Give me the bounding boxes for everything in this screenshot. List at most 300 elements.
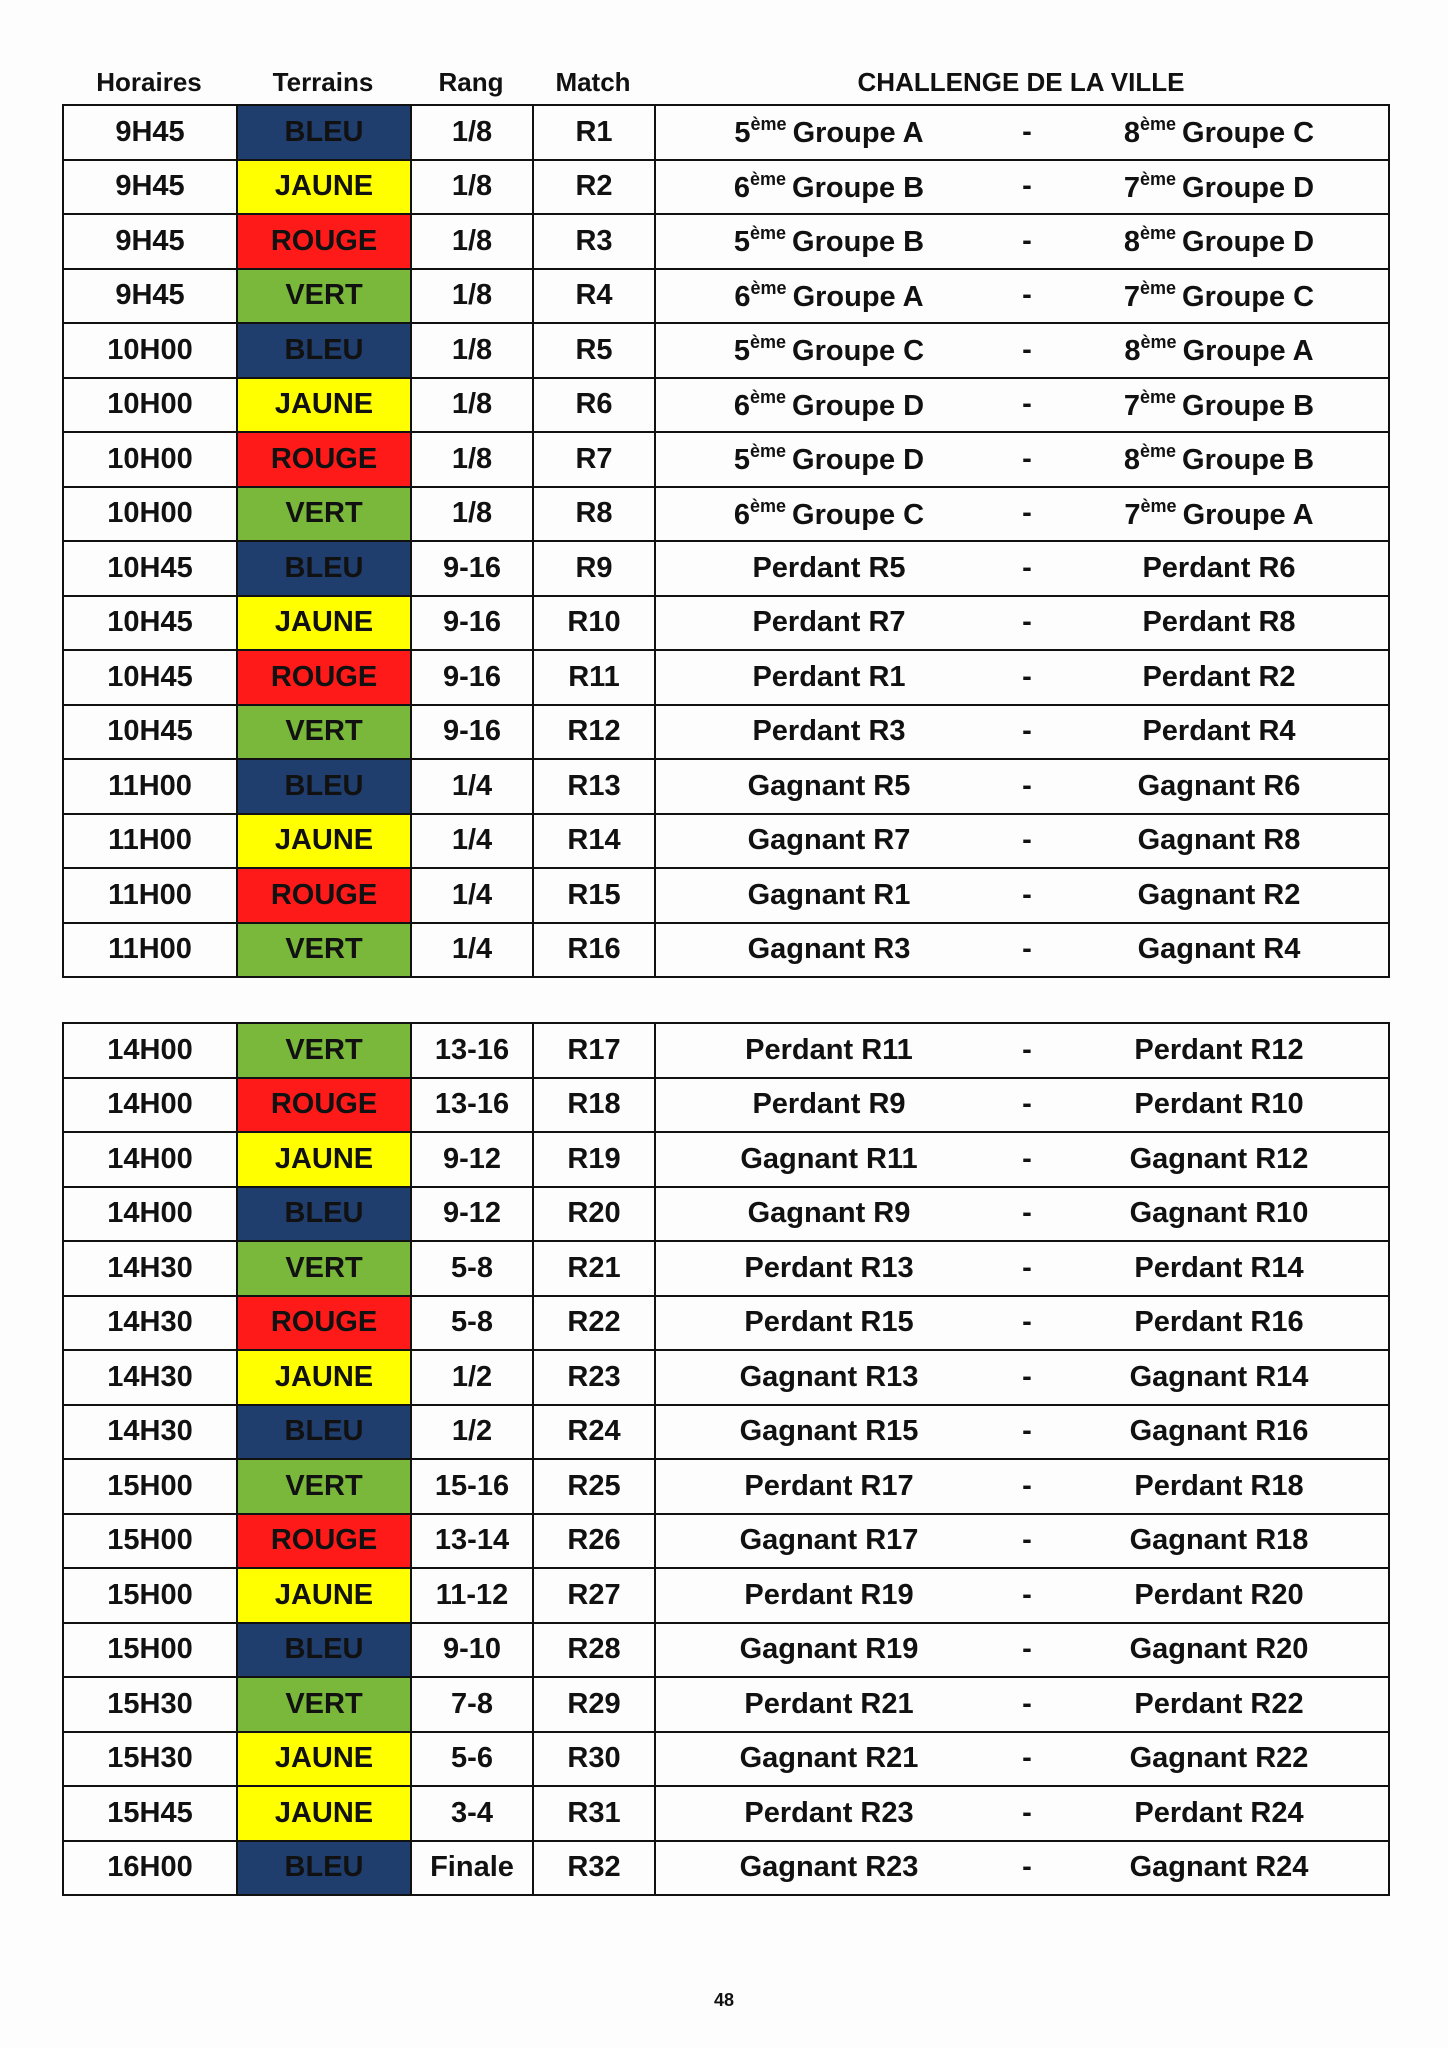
time-cell: 14H00 bbox=[63, 1023, 237, 1078]
terrain-cell: JAUNE bbox=[237, 596, 411, 651]
matchup-cell bbox=[655, 1132, 1389, 1187]
versus-separator: - bbox=[1022, 497, 1032, 530]
match-id-cell: R19 bbox=[533, 1132, 655, 1187]
team-right bbox=[1052, 1415, 1386, 1448]
rang-cell: 1/4 bbox=[411, 923, 533, 978]
match-id-cell: R26 bbox=[533, 1514, 655, 1569]
table-row bbox=[63, 1132, 1389, 1187]
team-label: Gagnant R5 bbox=[747, 769, 911, 802]
team-label: Gagnant R22 bbox=[1129, 1742, 1309, 1775]
team-label: Perdant R19 bbox=[744, 1578, 914, 1611]
team-left bbox=[656, 1524, 1002, 1557]
team-right bbox=[1052, 879, 1386, 912]
team-right bbox=[1052, 496, 1386, 532]
match-id-cell: R9 bbox=[533, 541, 655, 596]
matchup-cell bbox=[655, 1841, 1389, 1896]
matchup-cell bbox=[655, 1241, 1389, 1296]
table-row bbox=[63, 1350, 1389, 1405]
time-cell: 10H45 bbox=[63, 541, 237, 596]
versus-separator: - bbox=[1022, 1633, 1032, 1666]
matchup-cell bbox=[655, 432, 1389, 487]
team-label: Groupe A bbox=[1182, 498, 1314, 531]
team-label: Gagnant R2 bbox=[1137, 878, 1301, 911]
time-cell: 15H00 bbox=[63, 1459, 237, 1514]
terrain-cell: VERT bbox=[237, 487, 411, 542]
match-id-cell: R32 bbox=[533, 1841, 655, 1896]
terrain-cell: VERT bbox=[237, 1023, 411, 1078]
team-right bbox=[1052, 387, 1386, 423]
team-label: Perdant R5 bbox=[752, 551, 906, 584]
table-row bbox=[63, 1568, 1389, 1623]
team-left bbox=[656, 114, 1002, 150]
match-id-cell: R7 bbox=[533, 432, 655, 487]
rank-suffix: ème bbox=[1139, 114, 1177, 135]
rank-number: 7 bbox=[1123, 280, 1140, 313]
time-cell: 10H00 bbox=[63, 432, 237, 487]
team-label: Groupe B bbox=[792, 171, 925, 204]
rank-number: 7 bbox=[1123, 389, 1140, 422]
versus-separator: - bbox=[1022, 1415, 1032, 1448]
team-right bbox=[1052, 1524, 1386, 1557]
team-left bbox=[656, 933, 1002, 966]
matchup-cell bbox=[655, 1568, 1389, 1623]
match-id-cell: R23 bbox=[533, 1350, 655, 1405]
team-label: Perdant R12 bbox=[1134, 1033, 1304, 1066]
table-row bbox=[63, 1732, 1389, 1787]
table-row bbox=[63, 1459, 1389, 1514]
matchup-cell bbox=[655, 541, 1389, 596]
header-horaires: Horaires bbox=[96, 66, 202, 97]
match-id-cell: R13 bbox=[533, 759, 655, 814]
rank-number: 5 bbox=[733, 226, 750, 259]
team-right bbox=[1052, 169, 1386, 205]
match-id-cell: R2 bbox=[533, 160, 655, 215]
team-label: Perdant R2 bbox=[1142, 660, 1296, 693]
match-id-cell: R11 bbox=[533, 650, 655, 705]
match-id-cell: R14 bbox=[533, 814, 655, 869]
team-label: Perdant R3 bbox=[752, 715, 906, 748]
table-row bbox=[63, 923, 1389, 978]
table-row bbox=[63, 541, 1389, 596]
team-label: Groupe A bbox=[792, 280, 924, 313]
table-row bbox=[63, 759, 1389, 814]
header-match: Match bbox=[555, 66, 631, 97]
rang-cell: 1/8 bbox=[411, 432, 533, 487]
time-cell: 11H00 bbox=[63, 868, 237, 923]
matchup-cell bbox=[655, 923, 1389, 978]
team-label: Gagnant R13 bbox=[739, 1360, 919, 1393]
team-label: Groupe D bbox=[792, 389, 925, 422]
rank-number: 6 bbox=[734, 280, 751, 313]
versus-separator: - bbox=[1022, 1796, 1032, 1829]
matchup-cell bbox=[655, 1187, 1389, 1242]
versus-separator: - bbox=[1022, 1088, 1032, 1121]
terrain-cell: ROUGE bbox=[237, 1078, 411, 1133]
team-right bbox=[1052, 770, 1386, 803]
match-id-cell: R24 bbox=[533, 1405, 655, 1460]
terrain-cell: JAUNE bbox=[237, 1350, 411, 1405]
team-right bbox=[1052, 1143, 1386, 1176]
time-cell: 14H00 bbox=[63, 1132, 237, 1187]
team-label: Groupe A bbox=[1182, 335, 1314, 368]
rang-cell: 11-12 bbox=[411, 1568, 533, 1623]
match-id-cell: R17 bbox=[533, 1023, 655, 1078]
versus-separator: - bbox=[1022, 170, 1032, 203]
matchup-cell bbox=[655, 487, 1389, 542]
matchup-cell bbox=[655, 1623, 1389, 1678]
rang-cell: 13-16 bbox=[411, 1023, 533, 1078]
team-label: Perdant R13 bbox=[744, 1251, 914, 1284]
rank-number: 6 bbox=[733, 171, 750, 204]
terrain-cell: JAUNE bbox=[237, 1732, 411, 1787]
team-left bbox=[656, 1470, 1002, 1503]
versus-separator: - bbox=[1022, 442, 1032, 475]
match-id-cell: R28 bbox=[533, 1623, 655, 1678]
team-label: Perdant R1 bbox=[752, 660, 906, 693]
team-label: Perdant R7 bbox=[752, 606, 906, 639]
team-label: Gagnant R20 bbox=[1129, 1633, 1309, 1666]
rank-suffix: ème bbox=[1139, 223, 1177, 244]
versus-separator: - bbox=[1022, 551, 1032, 584]
team-right bbox=[1052, 1197, 1386, 1230]
matchup-cell bbox=[655, 650, 1389, 705]
match-id-cell: R10 bbox=[533, 596, 655, 651]
table-row bbox=[63, 1023, 1389, 1078]
versus-separator: - bbox=[1022, 1524, 1032, 1557]
time-cell: 16H00 bbox=[63, 1841, 237, 1896]
matchup-cell bbox=[655, 214, 1389, 269]
rank-suffix: ème bbox=[749, 223, 787, 244]
team-left bbox=[656, 1688, 1002, 1721]
rank-suffix: ème bbox=[1139, 386, 1177, 407]
team-right bbox=[1052, 1306, 1386, 1339]
match-id-cell: R20 bbox=[533, 1187, 655, 1242]
table-row bbox=[63, 596, 1389, 651]
matchup-cell bbox=[655, 1350, 1389, 1405]
table-row bbox=[63, 105, 1389, 160]
table-row bbox=[63, 705, 1389, 760]
terrain-cell: JAUNE bbox=[237, 378, 411, 433]
matchup-cell bbox=[655, 1677, 1389, 1732]
matchup-cell bbox=[655, 1296, 1389, 1351]
rang-cell: 5-8 bbox=[411, 1241, 533, 1296]
time-cell: 15H45 bbox=[63, 1786, 237, 1841]
team-label: Gagnant R14 bbox=[1129, 1360, 1309, 1393]
rank-number: 5 bbox=[733, 335, 750, 368]
team-label: Perdant R4 bbox=[1142, 715, 1296, 748]
team-label: Groupe A bbox=[792, 117, 924, 150]
matchup-cell bbox=[655, 814, 1389, 869]
team-right bbox=[1052, 332, 1386, 368]
table-row bbox=[63, 814, 1389, 869]
team-right bbox=[1052, 933, 1386, 966]
time-cell: 11H00 bbox=[63, 923, 237, 978]
team-label: Perdant R21 bbox=[744, 1687, 914, 1720]
rang-cell: 13-16 bbox=[411, 1078, 533, 1133]
rang-cell: 1/8 bbox=[411, 323, 533, 378]
team-label: Gagnant R18 bbox=[1129, 1524, 1309, 1557]
team-label: Gagnant R23 bbox=[739, 1851, 919, 1884]
rang-cell: 1/8 bbox=[411, 105, 533, 160]
table-row bbox=[63, 1296, 1389, 1351]
team-left bbox=[656, 1415, 1002, 1448]
rang-cell: 1/8 bbox=[411, 214, 533, 269]
terrain-cell: JAUNE bbox=[237, 814, 411, 869]
table-row bbox=[63, 1078, 1389, 1133]
versus-separator: - bbox=[1022, 333, 1032, 366]
match-id-cell: R12 bbox=[533, 705, 655, 760]
versus-separator: - bbox=[1022, 660, 1032, 693]
match-id-cell: R22 bbox=[533, 1296, 655, 1351]
team-label: Perdant R22 bbox=[1134, 1687, 1304, 1720]
table-row bbox=[63, 1241, 1389, 1296]
rang-cell: 9-16 bbox=[411, 650, 533, 705]
team-label: Perdant R11 bbox=[745, 1033, 913, 1066]
versus-separator: - bbox=[1022, 1251, 1032, 1284]
versus-separator: - bbox=[1022, 1687, 1032, 1720]
match-id-cell: R25 bbox=[533, 1459, 655, 1514]
matchup-cell bbox=[655, 105, 1389, 160]
time-cell: 15H00 bbox=[63, 1568, 237, 1623]
team-left bbox=[656, 1034, 1002, 1067]
matchup-cell bbox=[655, 1405, 1389, 1460]
rang-cell: 7-8 bbox=[411, 1677, 533, 1732]
time-cell: 15H00 bbox=[63, 1623, 237, 1678]
rang-cell: 9-12 bbox=[411, 1132, 533, 1187]
header-rang: Rang bbox=[438, 66, 504, 97]
versus-separator: - bbox=[1022, 1578, 1032, 1611]
team-right bbox=[1052, 441, 1386, 477]
team-label: Groupe D bbox=[1182, 226, 1315, 259]
table-row bbox=[63, 868, 1389, 923]
team-label: Groupe D bbox=[1182, 171, 1315, 204]
versus-separator: - bbox=[1022, 1742, 1032, 1775]
rank-suffix: ème bbox=[750, 277, 787, 298]
match-id-cell: R4 bbox=[533, 269, 655, 324]
rang-cell: 15-16 bbox=[411, 1459, 533, 1514]
match-id-cell: R31 bbox=[533, 1786, 655, 1841]
rank-suffix: ème bbox=[749, 495, 787, 516]
versus-separator: - bbox=[1022, 224, 1032, 257]
team-left bbox=[656, 169, 1002, 205]
terrain-cell: VERT bbox=[237, 1241, 411, 1296]
rang-cell: 1/8 bbox=[411, 378, 533, 433]
team-label: Gagnant R16 bbox=[1129, 1415, 1309, 1448]
match-id-cell: R15 bbox=[533, 868, 655, 923]
rank-number: 7 bbox=[1123, 171, 1140, 204]
team-right bbox=[1052, 1851, 1386, 1884]
match-id-cell: R30 bbox=[533, 1732, 655, 1787]
rank-number: 5 bbox=[733, 444, 750, 477]
team-label: Perdant R6 bbox=[1142, 551, 1296, 584]
team-label: Perdant R8 bbox=[1142, 606, 1296, 639]
team-left bbox=[656, 441, 1002, 477]
team-label: Groupe B bbox=[1182, 444, 1315, 477]
matchup-cell bbox=[655, 1514, 1389, 1569]
rang-cell: 9-12 bbox=[411, 1187, 533, 1242]
team-right bbox=[1052, 824, 1386, 857]
rank-number: 6 bbox=[733, 498, 750, 531]
rank-number: 7 bbox=[1124, 498, 1141, 531]
match-id-cell: R18 bbox=[533, 1078, 655, 1133]
team-label: Perdant R24 bbox=[1134, 1796, 1304, 1829]
match-id-cell: R29 bbox=[533, 1677, 655, 1732]
rank-number: 8 bbox=[1124, 335, 1141, 368]
rang-cell: 1/4 bbox=[411, 814, 533, 869]
match-id-cell: R6 bbox=[533, 378, 655, 433]
rang-cell: 9-10 bbox=[411, 1623, 533, 1678]
time-cell: 14H30 bbox=[63, 1405, 237, 1460]
time-cell: 10H45 bbox=[63, 596, 237, 651]
team-left bbox=[656, 223, 1002, 259]
versus-separator: - bbox=[1022, 115, 1032, 148]
time-cell: 15H30 bbox=[63, 1677, 237, 1732]
team-label: Gagnant R19 bbox=[739, 1633, 919, 1666]
table-row bbox=[63, 160, 1389, 215]
terrain-cell: JAUNE bbox=[237, 160, 411, 215]
rang-cell: 1/8 bbox=[411, 160, 533, 215]
matchup-cell bbox=[655, 868, 1389, 923]
team-right bbox=[1052, 1688, 1386, 1721]
team-right bbox=[1052, 1742, 1386, 1775]
team-label: Gagnant R9 bbox=[747, 1197, 911, 1230]
rang-cell: 13-14 bbox=[411, 1514, 533, 1569]
team-left bbox=[656, 1851, 1002, 1884]
time-cell: 9H45 bbox=[63, 214, 237, 269]
matchup-cell bbox=[655, 759, 1389, 814]
team-label: Groupe C bbox=[1182, 280, 1315, 313]
rank-number: 6 bbox=[733, 389, 750, 422]
rank-suffix: ème bbox=[1139, 441, 1177, 462]
versus-separator: - bbox=[1022, 1197, 1032, 1230]
matchup-cell bbox=[655, 1732, 1389, 1787]
team-label: Perdant R23 bbox=[744, 1796, 914, 1829]
time-cell: 14H30 bbox=[63, 1296, 237, 1351]
team-label: Groupe C bbox=[1182, 117, 1315, 150]
time-cell: 9H45 bbox=[63, 160, 237, 215]
team-right bbox=[1052, 114, 1386, 150]
rank-suffix: ème bbox=[1140, 495, 1177, 516]
team-left bbox=[656, 1143, 1002, 1176]
team-left bbox=[656, 824, 1002, 857]
rank-suffix: ème bbox=[1140, 332, 1177, 353]
team-label: Perdant R20 bbox=[1134, 1578, 1304, 1611]
terrain-cell: VERT bbox=[237, 923, 411, 978]
rang-cell: Finale bbox=[411, 1841, 533, 1896]
matchup-cell bbox=[655, 378, 1389, 433]
team-left bbox=[656, 1088, 1002, 1121]
team-label: Groupe C bbox=[792, 498, 925, 531]
terrain-cell: VERT bbox=[237, 1677, 411, 1732]
team-right bbox=[1052, 1088, 1386, 1121]
team-left bbox=[656, 387, 1002, 423]
rang-cell: 1/2 bbox=[411, 1405, 533, 1460]
rank-number: 5 bbox=[734, 117, 751, 150]
matchup-cell bbox=[655, 160, 1389, 215]
team-label: Gagnant R21 bbox=[739, 1742, 919, 1775]
team-label: Groupe B bbox=[792, 226, 925, 259]
time-cell: 15H30 bbox=[63, 1732, 237, 1787]
versus-separator: - bbox=[1022, 878, 1032, 911]
time-cell: 14H30 bbox=[63, 1350, 237, 1405]
terrain-cell: BLEU bbox=[237, 105, 411, 160]
team-label: Gagnant R6 bbox=[1137, 769, 1301, 802]
match-id-cell: R16 bbox=[533, 923, 655, 978]
time-cell: 10H00 bbox=[63, 487, 237, 542]
team-label: Perdant R17 bbox=[744, 1469, 914, 1502]
terrain-cell: ROUGE bbox=[237, 432, 411, 487]
terrain-cell: BLEU bbox=[237, 759, 411, 814]
versus-separator: - bbox=[1022, 1851, 1032, 1884]
table-row bbox=[63, 269, 1389, 324]
rank-suffix: ème bbox=[749, 168, 787, 189]
terrain-cell: JAUNE bbox=[237, 1132, 411, 1187]
terrain-cell: BLEU bbox=[237, 1841, 411, 1896]
table-row bbox=[63, 323, 1389, 378]
rang-cell: 3-4 bbox=[411, 1786, 533, 1841]
terrain-cell: BLEU bbox=[237, 1187, 411, 1242]
team-label: Gagnant R17 bbox=[739, 1524, 919, 1557]
rang-cell: 5-6 bbox=[411, 1732, 533, 1787]
rang-cell: 1/4 bbox=[411, 759, 533, 814]
team-left bbox=[656, 1361, 1002, 1394]
rang-cell: 9-16 bbox=[411, 596, 533, 651]
match-id-cell: R3 bbox=[533, 214, 655, 269]
versus-separator: - bbox=[1022, 1360, 1032, 1393]
team-label: Groupe C bbox=[792, 335, 925, 368]
team-right bbox=[1052, 1797, 1386, 1830]
team-label: Perdant R10 bbox=[1134, 1088, 1304, 1121]
team-left bbox=[656, 1252, 1002, 1285]
time-cell: 11H00 bbox=[63, 759, 237, 814]
versus-separator: - bbox=[1022, 606, 1032, 639]
team-left bbox=[656, 278, 1002, 314]
team-label: Gagnant R1 bbox=[747, 878, 911, 911]
matchup-cell bbox=[655, 1023, 1389, 1078]
matchup-cell bbox=[655, 596, 1389, 651]
terrain-cell: ROUGE bbox=[237, 868, 411, 923]
team-label: Gagnant R11 bbox=[740, 1142, 918, 1175]
team-label: Perdant R16 bbox=[1134, 1306, 1304, 1339]
team-label: Perdant R15 bbox=[744, 1306, 914, 1339]
team-right bbox=[1052, 278, 1386, 314]
terrain-cell: BLEU bbox=[237, 323, 411, 378]
team-left bbox=[656, 1579, 1002, 1612]
team-right bbox=[1052, 1252, 1386, 1285]
terrain-cell: ROUGE bbox=[237, 1514, 411, 1569]
team-left bbox=[656, 1742, 1002, 1775]
team-left bbox=[656, 879, 1002, 912]
table-row bbox=[63, 432, 1389, 487]
table-row bbox=[63, 1677, 1389, 1732]
team-left bbox=[656, 1633, 1002, 1666]
time-cell: 14H00 bbox=[63, 1078, 237, 1133]
table-row bbox=[63, 1786, 1389, 1841]
time-cell: 10H00 bbox=[63, 323, 237, 378]
terrain-cell: ROUGE bbox=[237, 650, 411, 705]
versus-separator: - bbox=[1022, 715, 1032, 748]
table-row bbox=[63, 214, 1389, 269]
team-label: Gagnant R7 bbox=[747, 824, 911, 857]
page-number: 48 bbox=[713, 1990, 735, 2010]
table-row bbox=[63, 650, 1389, 705]
morning-schedule-table bbox=[62, 104, 1390, 978]
terrain-cell: VERT bbox=[237, 1459, 411, 1514]
team-label: Groupe D bbox=[792, 444, 925, 477]
versus-separator: - bbox=[1022, 1142, 1032, 1175]
versus-separator: - bbox=[1022, 933, 1032, 966]
time-cell: 10H45 bbox=[63, 705, 237, 760]
